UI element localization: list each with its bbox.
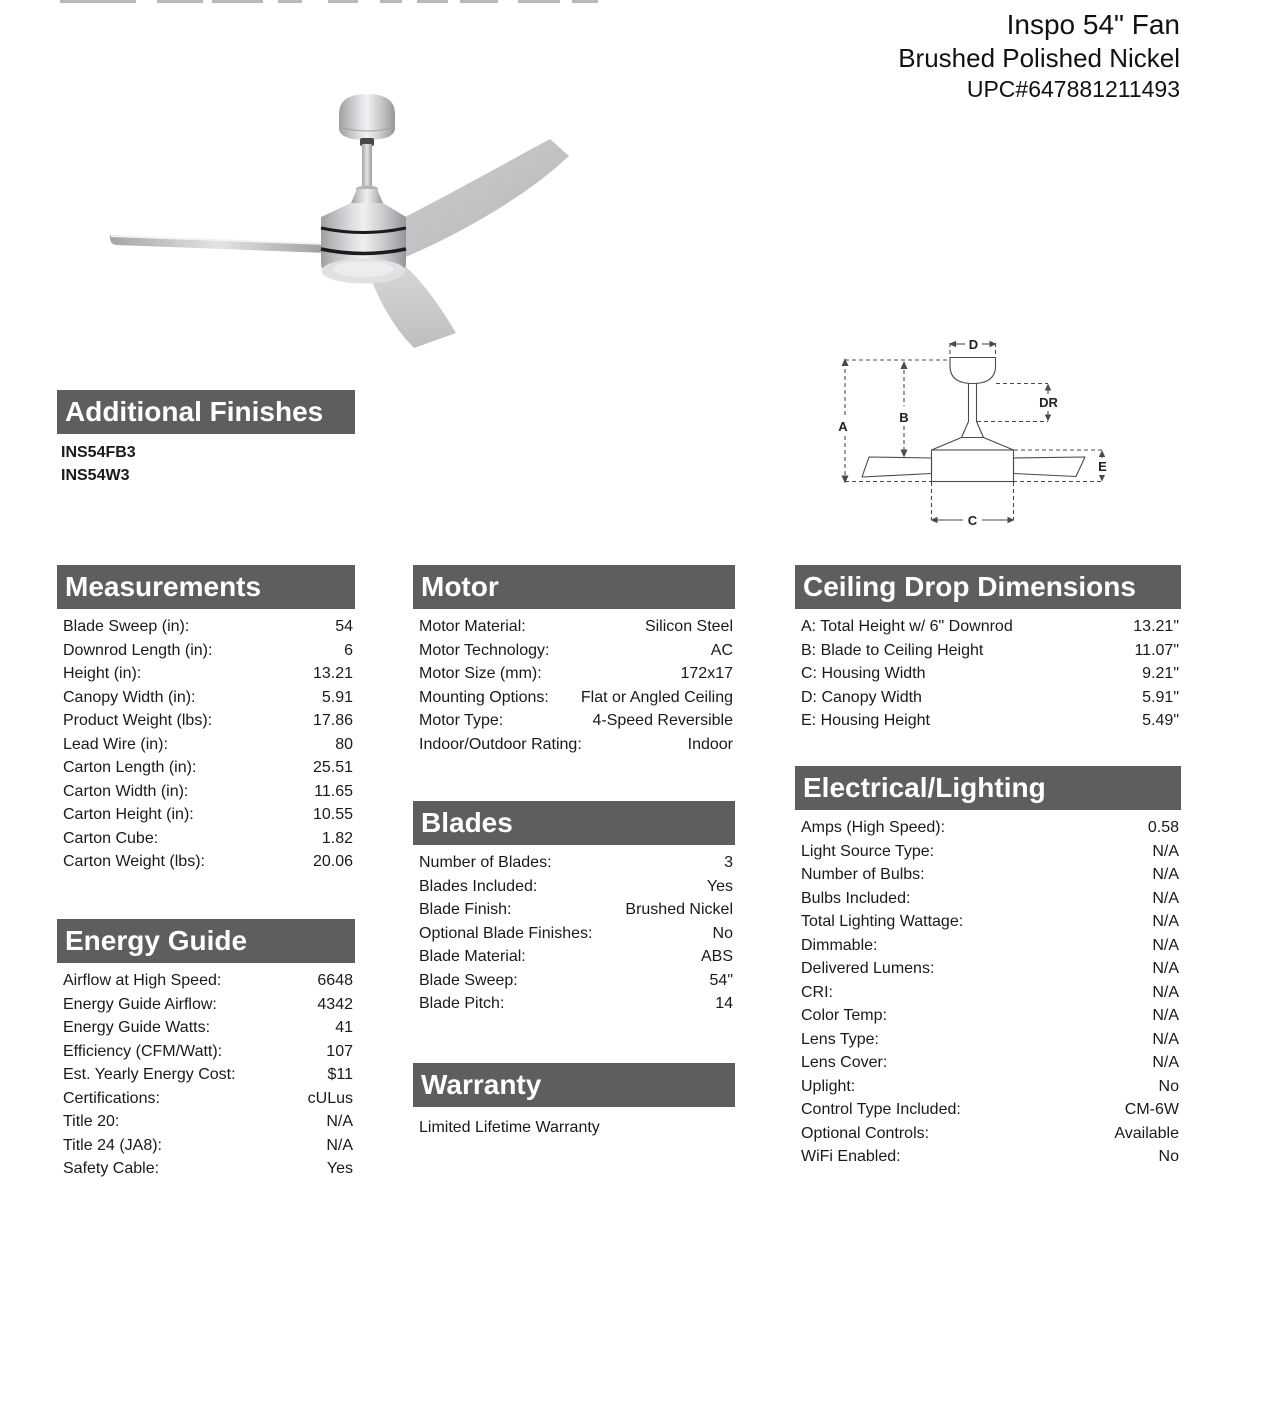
spec-label: WiFi Enabled: xyxy=(801,1148,901,1165)
spec-label: Motor Technology: xyxy=(419,641,550,659)
spec-label: Title 20: xyxy=(63,1113,120,1130)
spec-row xyxy=(57,969,355,993)
section-electrical-lighting xyxy=(795,766,1181,1169)
spec-label: Bulbs Included: xyxy=(801,889,911,907)
spec-label: Blades Included: xyxy=(419,877,538,895)
spec-label: Blade Sweep: xyxy=(419,971,518,989)
spec-row xyxy=(795,709,1181,733)
spec-label: Total Lighting Wattage: xyxy=(801,913,964,930)
spec-value: 54 xyxy=(335,618,353,635)
diagram-label-e: E xyxy=(1098,459,1107,474)
spec-row xyxy=(57,1134,355,1158)
product-name: Inspo 54" Fan xyxy=(1006,9,1180,40)
spec-value: No xyxy=(1158,1148,1179,1165)
spec-value: 1.82 xyxy=(321,829,353,847)
spec-rows xyxy=(57,609,355,874)
spec-row xyxy=(57,615,355,639)
spec-row xyxy=(413,851,735,875)
spec-label: Energy Guide Watts: xyxy=(63,1019,211,1036)
spec-value: 11.07" xyxy=(1134,641,1179,659)
spec-row xyxy=(795,863,1181,887)
spec-value: Yes xyxy=(326,1160,353,1177)
spec-row xyxy=(413,709,735,733)
spec-value: 11.65 xyxy=(314,782,353,800)
product-title-block xyxy=(898,8,1180,104)
spec-row xyxy=(413,969,735,993)
spec-label: Canopy Width (in): xyxy=(63,688,196,706)
spec-label: Certifications: xyxy=(63,1089,160,1107)
spec-value: 107 xyxy=(326,1042,353,1060)
spec-label: Control Type Included: xyxy=(801,1101,961,1118)
section-additional-finishes xyxy=(57,390,355,487)
spec-label: Uplight: xyxy=(801,1077,856,1095)
diagram-label-c: C xyxy=(967,513,978,528)
spec-value: 172x17 xyxy=(680,665,733,682)
spec-row xyxy=(413,898,735,922)
spec-value: CM-6W xyxy=(1124,1101,1179,1118)
spec-value: No xyxy=(712,924,733,942)
spec-row xyxy=(57,1157,355,1181)
spec-row xyxy=(413,733,735,757)
diagram-label-d: D xyxy=(968,337,979,352)
spec-value: AC xyxy=(710,641,733,659)
spec-value: 17.86 xyxy=(312,712,353,729)
spec-label: Motor Size (mm): xyxy=(419,665,542,682)
spec-row xyxy=(57,639,355,663)
spec-value: N/A xyxy=(1152,936,1179,954)
spec-value: N/A xyxy=(326,1136,353,1154)
section-title: Additional Finishes xyxy=(57,390,355,434)
spec-label: C: Housing Width xyxy=(801,665,926,682)
fan-product-image xyxy=(80,60,800,380)
spec-label: Title 24 (JA8): xyxy=(63,1136,162,1154)
spec-label: Lens Type: xyxy=(801,1030,879,1048)
spec-label: Delivered Lumens: xyxy=(801,960,935,977)
spec-row xyxy=(57,1016,355,1040)
spec-label: Lead Wire (in): xyxy=(63,735,168,753)
spec-value: 4342 xyxy=(317,995,353,1013)
spec-value: N/A xyxy=(326,1113,353,1130)
spec-row xyxy=(795,1028,1181,1052)
spec-row xyxy=(413,615,735,639)
spec-label: Light Source Type: xyxy=(801,842,935,860)
spec-row xyxy=(57,1110,355,1134)
finish-code: INS54FB3 xyxy=(61,444,136,461)
spec-value: N/A xyxy=(1152,983,1179,1001)
spec-row xyxy=(795,981,1181,1005)
spec-label: Est. Yearly Energy Cost: xyxy=(63,1066,236,1083)
spec-label: Downrod Length (in): xyxy=(63,641,213,659)
spec-label: Carton Height (in): xyxy=(63,806,194,823)
spec-row xyxy=(413,686,735,710)
spec-label: Mounting Options: xyxy=(419,688,549,706)
section-title: Energy Guide xyxy=(57,919,355,963)
spec-label: Airflow at High Speed: xyxy=(63,972,222,989)
spec-label: Blade Sweep (in): xyxy=(63,618,190,635)
spec-row xyxy=(413,992,735,1016)
spec-value: 6648 xyxy=(317,972,353,989)
spec-row xyxy=(413,639,735,663)
spec-label: Number of Bulbs: xyxy=(801,866,925,883)
spec-row xyxy=(795,1004,1181,1028)
spec-value: N/A xyxy=(1152,1030,1179,1048)
diagram-label-a: A xyxy=(838,419,848,434)
spec-value: 25.51 xyxy=(312,759,353,776)
spec-label: Amps (High Speed): xyxy=(801,819,946,836)
spec-row xyxy=(57,850,355,874)
spec-value: 41 xyxy=(335,1019,353,1036)
spec-rows xyxy=(413,845,735,1016)
spec-rows xyxy=(413,609,735,756)
spec-value: 13.21 xyxy=(312,665,353,682)
spec-label: B: Blade to Ceiling Height xyxy=(801,641,984,659)
spec-value: 9.21" xyxy=(1142,665,1179,682)
spec-value: 10.55 xyxy=(312,806,353,823)
spec-label: Color Temp: xyxy=(801,1007,887,1024)
spec-row xyxy=(57,993,355,1017)
section-title: Electrical/Lighting xyxy=(795,766,1181,810)
finish-code: INS54W3 xyxy=(61,467,130,484)
spec-value: N/A xyxy=(1152,960,1179,977)
spec-label: A: Total Height w/ 6" Downrod xyxy=(801,618,1013,635)
spec-value: 0.58 xyxy=(1147,819,1179,836)
diagram-label-dr: DR xyxy=(1039,395,1058,410)
spec-label: Lens Cover: xyxy=(801,1054,888,1071)
spec-row xyxy=(795,1075,1181,1099)
spec-value: 80 xyxy=(335,735,353,753)
section-title: Warranty xyxy=(413,1063,735,1107)
spec-value: 20.06 xyxy=(312,853,353,870)
spec-rows xyxy=(795,810,1181,1169)
section-title: Measurements xyxy=(57,565,355,609)
spec-value: 5.91" xyxy=(1142,688,1179,706)
spec-row xyxy=(795,816,1181,840)
warranty-text: Limited Lifetime Warranty xyxy=(419,1119,600,1136)
diagram-label-b: B xyxy=(899,410,909,425)
section-title: Ceiling Drop Dimensions xyxy=(795,565,1181,609)
spec-value: Indoor xyxy=(687,735,733,753)
spec-row xyxy=(57,1087,355,1111)
spec-row xyxy=(795,910,1181,934)
spec-label: Energy Guide Airflow: xyxy=(63,995,217,1013)
spec-row xyxy=(57,827,355,851)
spec-value: Yes xyxy=(706,877,733,895)
spec-row xyxy=(795,957,1181,981)
spec-value: Silicon Steel xyxy=(644,618,733,635)
section-title: Motor xyxy=(413,565,735,609)
spec-row xyxy=(795,840,1181,864)
section-motor xyxy=(413,565,735,756)
spec-value: 5.49" xyxy=(1142,712,1179,729)
spec-row xyxy=(795,639,1181,663)
section-blades xyxy=(413,801,735,1016)
spec-row xyxy=(795,686,1181,710)
section-measurements xyxy=(57,565,355,874)
spec-label: Carton Cube: xyxy=(63,829,159,847)
spec-row xyxy=(413,945,735,969)
spec-value: No xyxy=(1158,1077,1179,1095)
spec-label: Dimmable: xyxy=(801,936,878,954)
section-title: Blades xyxy=(413,801,735,845)
spec-value: 6 xyxy=(344,641,353,659)
spec-value: ABS xyxy=(700,948,733,965)
spec-row xyxy=(57,803,355,827)
spec-label: E: Housing Height xyxy=(801,712,930,729)
spec-value: 5.91 xyxy=(321,688,353,706)
spec-row xyxy=(413,875,735,899)
spec-label: Optional Controls: xyxy=(801,1124,930,1142)
spec-value: 4-Speed Reversible xyxy=(592,712,733,729)
section-warranty xyxy=(413,1063,735,1137)
spec-value: 13.21" xyxy=(1133,618,1179,635)
spec-row xyxy=(57,662,355,686)
spec-value: cULus xyxy=(307,1089,353,1107)
spec-row xyxy=(57,709,355,733)
spec-value: Flat or Angled Ceiling xyxy=(580,688,733,706)
spec-row xyxy=(795,934,1181,958)
spec-label: Motor Material: xyxy=(419,618,526,635)
spec-label: Carton Width (in): xyxy=(63,782,189,800)
spec-row xyxy=(795,1145,1181,1169)
spec-value: Brushed Nickel xyxy=(625,901,733,918)
spec-value: 14 xyxy=(715,995,733,1012)
spec-row xyxy=(795,1098,1181,1122)
spec-row xyxy=(795,887,1181,911)
spec-value: N/A xyxy=(1152,866,1179,883)
spec-label: Blade Pitch: xyxy=(419,995,505,1012)
product-upc: UPC#647881211493 xyxy=(966,76,1180,102)
spec-rows xyxy=(795,609,1181,733)
spec-label: Efficiency (CFM/Watt): xyxy=(63,1042,223,1060)
spec-label: Product Weight (lbs): xyxy=(63,712,213,729)
spec-label: CRI: xyxy=(801,983,833,1001)
spec-label: Number of Blades: xyxy=(419,854,552,871)
spec-row xyxy=(57,756,355,780)
spec-row xyxy=(57,733,355,757)
spec-label: Carton Length (in): xyxy=(63,759,197,776)
spec-value: N/A xyxy=(1152,1054,1179,1071)
spec-value: N/A xyxy=(1152,889,1179,907)
spec-label: Blade Finish: xyxy=(419,901,512,918)
spec-value: $11 xyxy=(327,1066,353,1083)
spec-label: Optional Blade Finishes: xyxy=(419,924,593,942)
spec-label: D: Canopy Width xyxy=(801,688,922,706)
product-finish: Brushed Polished Nickel xyxy=(898,43,1180,73)
spec-value: N/A xyxy=(1152,913,1179,930)
spec-row xyxy=(795,615,1181,639)
spec-label: Indoor/Outdoor Rating: xyxy=(419,735,582,753)
spec-row xyxy=(795,1122,1181,1146)
spec-label: Carton Weight (lbs): xyxy=(63,853,205,870)
spec-label: Safety Cable: xyxy=(63,1160,160,1177)
spec-row xyxy=(57,1040,355,1064)
spec-label: Height (in): xyxy=(63,665,142,682)
spec-label: Motor Type: xyxy=(419,712,504,729)
spec-row xyxy=(57,780,355,804)
spec-value: N/A xyxy=(1152,842,1179,860)
spec-label: Blade Material: xyxy=(419,948,526,965)
spec-value: 3 xyxy=(724,854,733,871)
section-ceiling-drop-dimensions xyxy=(795,565,1181,733)
section-energy-guide xyxy=(57,919,355,1181)
spec-row xyxy=(413,662,735,686)
spec-value: Available xyxy=(1114,1124,1179,1142)
spec-row xyxy=(57,686,355,710)
ceiling-drop-diagram xyxy=(830,330,1170,545)
finish-list xyxy=(57,434,355,487)
spec-value: N/A xyxy=(1152,1007,1179,1024)
spec-value: 54" xyxy=(709,971,733,989)
spec-row xyxy=(413,922,735,946)
spec-row xyxy=(795,1051,1181,1075)
spec-row xyxy=(795,662,1181,686)
spec-rows xyxy=(57,963,355,1181)
spec-row xyxy=(57,1063,355,1087)
